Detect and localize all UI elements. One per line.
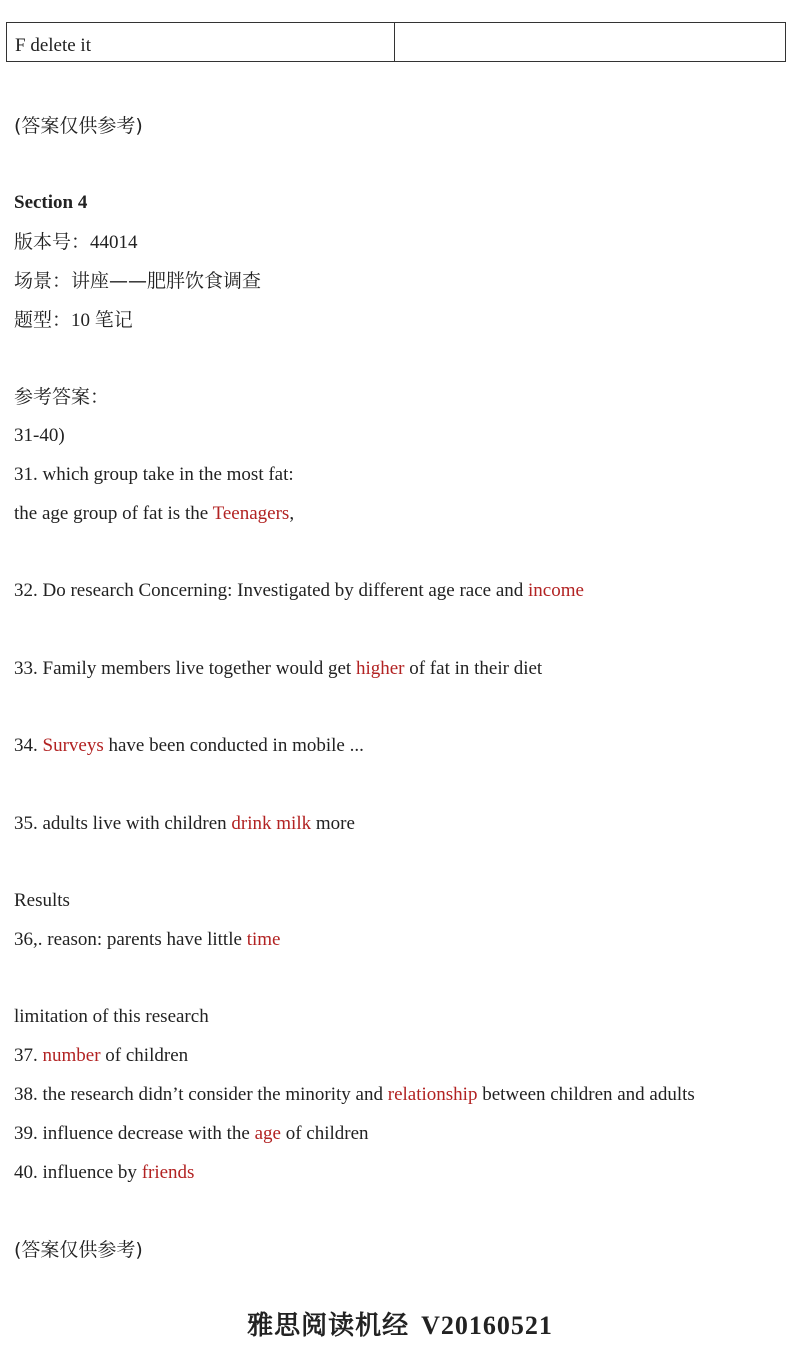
question-range: 31-40) — [14, 425, 65, 446]
q33-suffix: of fat in their diet — [404, 658, 543, 679]
footer-version: V20160521 — [421, 1311, 553, 1340]
table-cell-left: F delete it — [7, 23, 395, 61]
q38-suffix: between children and adults — [477, 1084, 695, 1105]
q33-prefix: 33. Family members live together would get — [14, 658, 356, 679]
type-line — [14, 308, 133, 333]
q31-prefix: the age group of fat is the — [14, 503, 213, 524]
q31-suffix: , — [289, 503, 295, 524]
q36-line — [14, 928, 280, 952]
footer-title — [0, 1305, 800, 1342]
q31-line1: 31. which group take in the most fat: — [14, 464, 294, 485]
note-top: (答案仅供参考) — [14, 115, 143, 137]
q37-answer: number — [42, 1045, 101, 1066]
answer-table-row — [6, 22, 786, 62]
q35-prefix: 35. adults live with children — [14, 813, 232, 834]
q40-answer: friends — [141, 1162, 195, 1183]
q36-answer: time — [246, 929, 281, 950]
q32-line — [14, 579, 584, 603]
note-bottom: (答案仅供参考) — [14, 1239, 143, 1261]
type-label: 题型： — [14, 309, 72, 331]
limitation-label: limitation of this research — [14, 1006, 209, 1027]
q39-suffix: of children — [280, 1123, 369, 1144]
q31-answer: Teenagers — [212, 503, 290, 524]
answers-label: 参考答案： — [14, 386, 110, 408]
q34-suffix: have been conducted in mobile ... — [103, 735, 364, 756]
q38-answer: relationship — [387, 1084, 478, 1105]
q33-answer: higher — [355, 658, 405, 679]
q40-line — [14, 1161, 194, 1185]
q38-line — [14, 1083, 695, 1107]
version-label: 版本号： — [14, 231, 91, 253]
q36-prefix: 36,. reason: parents have little — [14, 929, 247, 950]
q31-line2 — [14, 502, 294, 526]
q39-prefix: 39. influence decrease with the — [14, 1123, 255, 1144]
q35-suffix: more — [311, 813, 355, 834]
q37-prefix: 37. — [14, 1045, 43, 1066]
type-suffix: 笔记 — [94, 309, 133, 331]
q39-answer: age — [254, 1123, 281, 1144]
q34-prefix: 34. — [14, 735, 43, 756]
q35-line — [14, 812, 355, 836]
q34-answer: Surveys — [42, 735, 104, 756]
footer-title-text: 雅思阅读机经 — [247, 1311, 410, 1341]
section-title: Section 4 — [14, 192, 88, 213]
q37-suffix: of children — [100, 1045, 189, 1066]
q35-answer: drink milk — [231, 813, 312, 834]
q37-line — [14, 1044, 188, 1068]
q38-prefix: 38. the research didn’t consider the minority and — [14, 1084, 388, 1105]
q33-line — [14, 657, 542, 681]
scene-line: 场景：讲座——肥胖饮食调查 — [14, 270, 262, 292]
version-line — [14, 230, 138, 255]
type-value: 10 — [71, 310, 91, 331]
q34-line — [14, 734, 364, 758]
q32-prefix: 32. Do research Concerning: Investigated by different age race and — [14, 580, 529, 601]
table-cell-right — [395, 23, 785, 61]
results-label: Results — [14, 890, 70, 911]
version-value: 44014 — [90, 232, 138, 253]
q40-prefix: 40. influence by — [14, 1162, 142, 1183]
q32-answer: income — [528, 580, 584, 601]
q39-line — [14, 1122, 369, 1146]
